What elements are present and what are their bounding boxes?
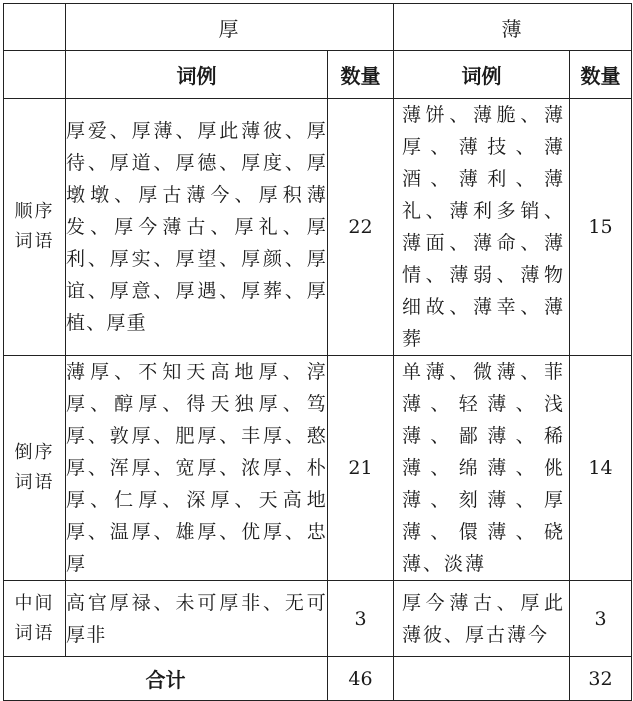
bo-count-cell: 14 — [570, 356, 632, 581]
category-cell — [4, 99, 66, 356]
bo-examples-cell: 薄饼、薄脆、薄厚、薄技、薄酒、薄利、薄礼、薄利多销、薄面、薄命、薄情、薄弱、薄物细故、薄幸、薄葬 — [394, 99, 570, 356]
total-bo-empty — [394, 657, 570, 701]
header-bo: 薄 — [394, 4, 632, 51]
table-row — [4, 581, 632, 657]
header-bo-count: 数量 — [570, 51, 632, 99]
category-line: 词语 — [14, 231, 55, 252]
header-bo-examples: 词例 — [394, 51, 570, 99]
bo-examples-cell: 厚今薄古、厚此薄彼、厚古薄今 — [394, 581, 570, 657]
bo-count-cell: 15 — [570, 99, 632, 356]
table-row — [4, 356, 632, 581]
category-line: 倒序 — [14, 442, 55, 463]
table-row — [4, 99, 632, 356]
hou-count-cell: 21 — [328, 356, 394, 581]
category-line: 词语 — [14, 472, 55, 493]
category-line: 词语 — [14, 622, 55, 644]
hou-examples-cell: 高官厚禄、未可厚非、无可厚非 — [66, 581, 328, 657]
header-row-main — [4, 4, 632, 51]
header-hou: 厚 — [66, 4, 394, 51]
hou-examples-cell: 薄厚、不知天高地厚、淳厚、醇厚、得天独厚、笃厚、敦厚、肥厚、丰厚、憨厚、浑厚、宽厚、浓厚、朴厚、仁厚、深厚、天高地厚、温厚、雄厚、优厚、忠厚 — [66, 356, 328, 581]
header-hou-examples: 词例 — [66, 51, 328, 99]
corner-cell — [4, 4, 66, 51]
hou-examples-cell: 厚爱、厚薄、厚此薄彼、厚待、厚道、厚德、厚度、厚墩墩、厚古薄今、厚积薄发、厚今薄古、厚礼、厚利、厚实、厚望、厚颜、厚谊、厚意、厚遇、厚葬、厚植、厚重 — [66, 99, 328, 356]
word-classification-table — [3, 3, 632, 701]
total-bo-count: 32 — [570, 657, 632, 701]
category-line: 顺序 — [14, 201, 55, 222]
bo-count-cell: 3 — [570, 581, 632, 657]
total-row — [4, 657, 632, 701]
hou-count-cell: 22 — [328, 99, 394, 356]
category-cell — [4, 581, 66, 657]
category-line: 中间 — [14, 592, 55, 614]
hou-count-cell: 3 — [328, 581, 394, 657]
category-cell — [4, 356, 66, 581]
total-hou-count: 46 — [328, 657, 394, 701]
total-label: 合计 — [4, 657, 328, 701]
header-hou-count: 数量 — [328, 51, 394, 99]
corner-cell-sub — [4, 51, 66, 99]
header-row-sub — [4, 51, 632, 99]
bo-examples-cell: 单薄、微薄、菲薄、轻薄、浅薄、鄙薄、稀薄、绵薄、佻薄、刻薄、厚薄、儇薄、硗薄、淡薄 — [394, 356, 570, 581]
